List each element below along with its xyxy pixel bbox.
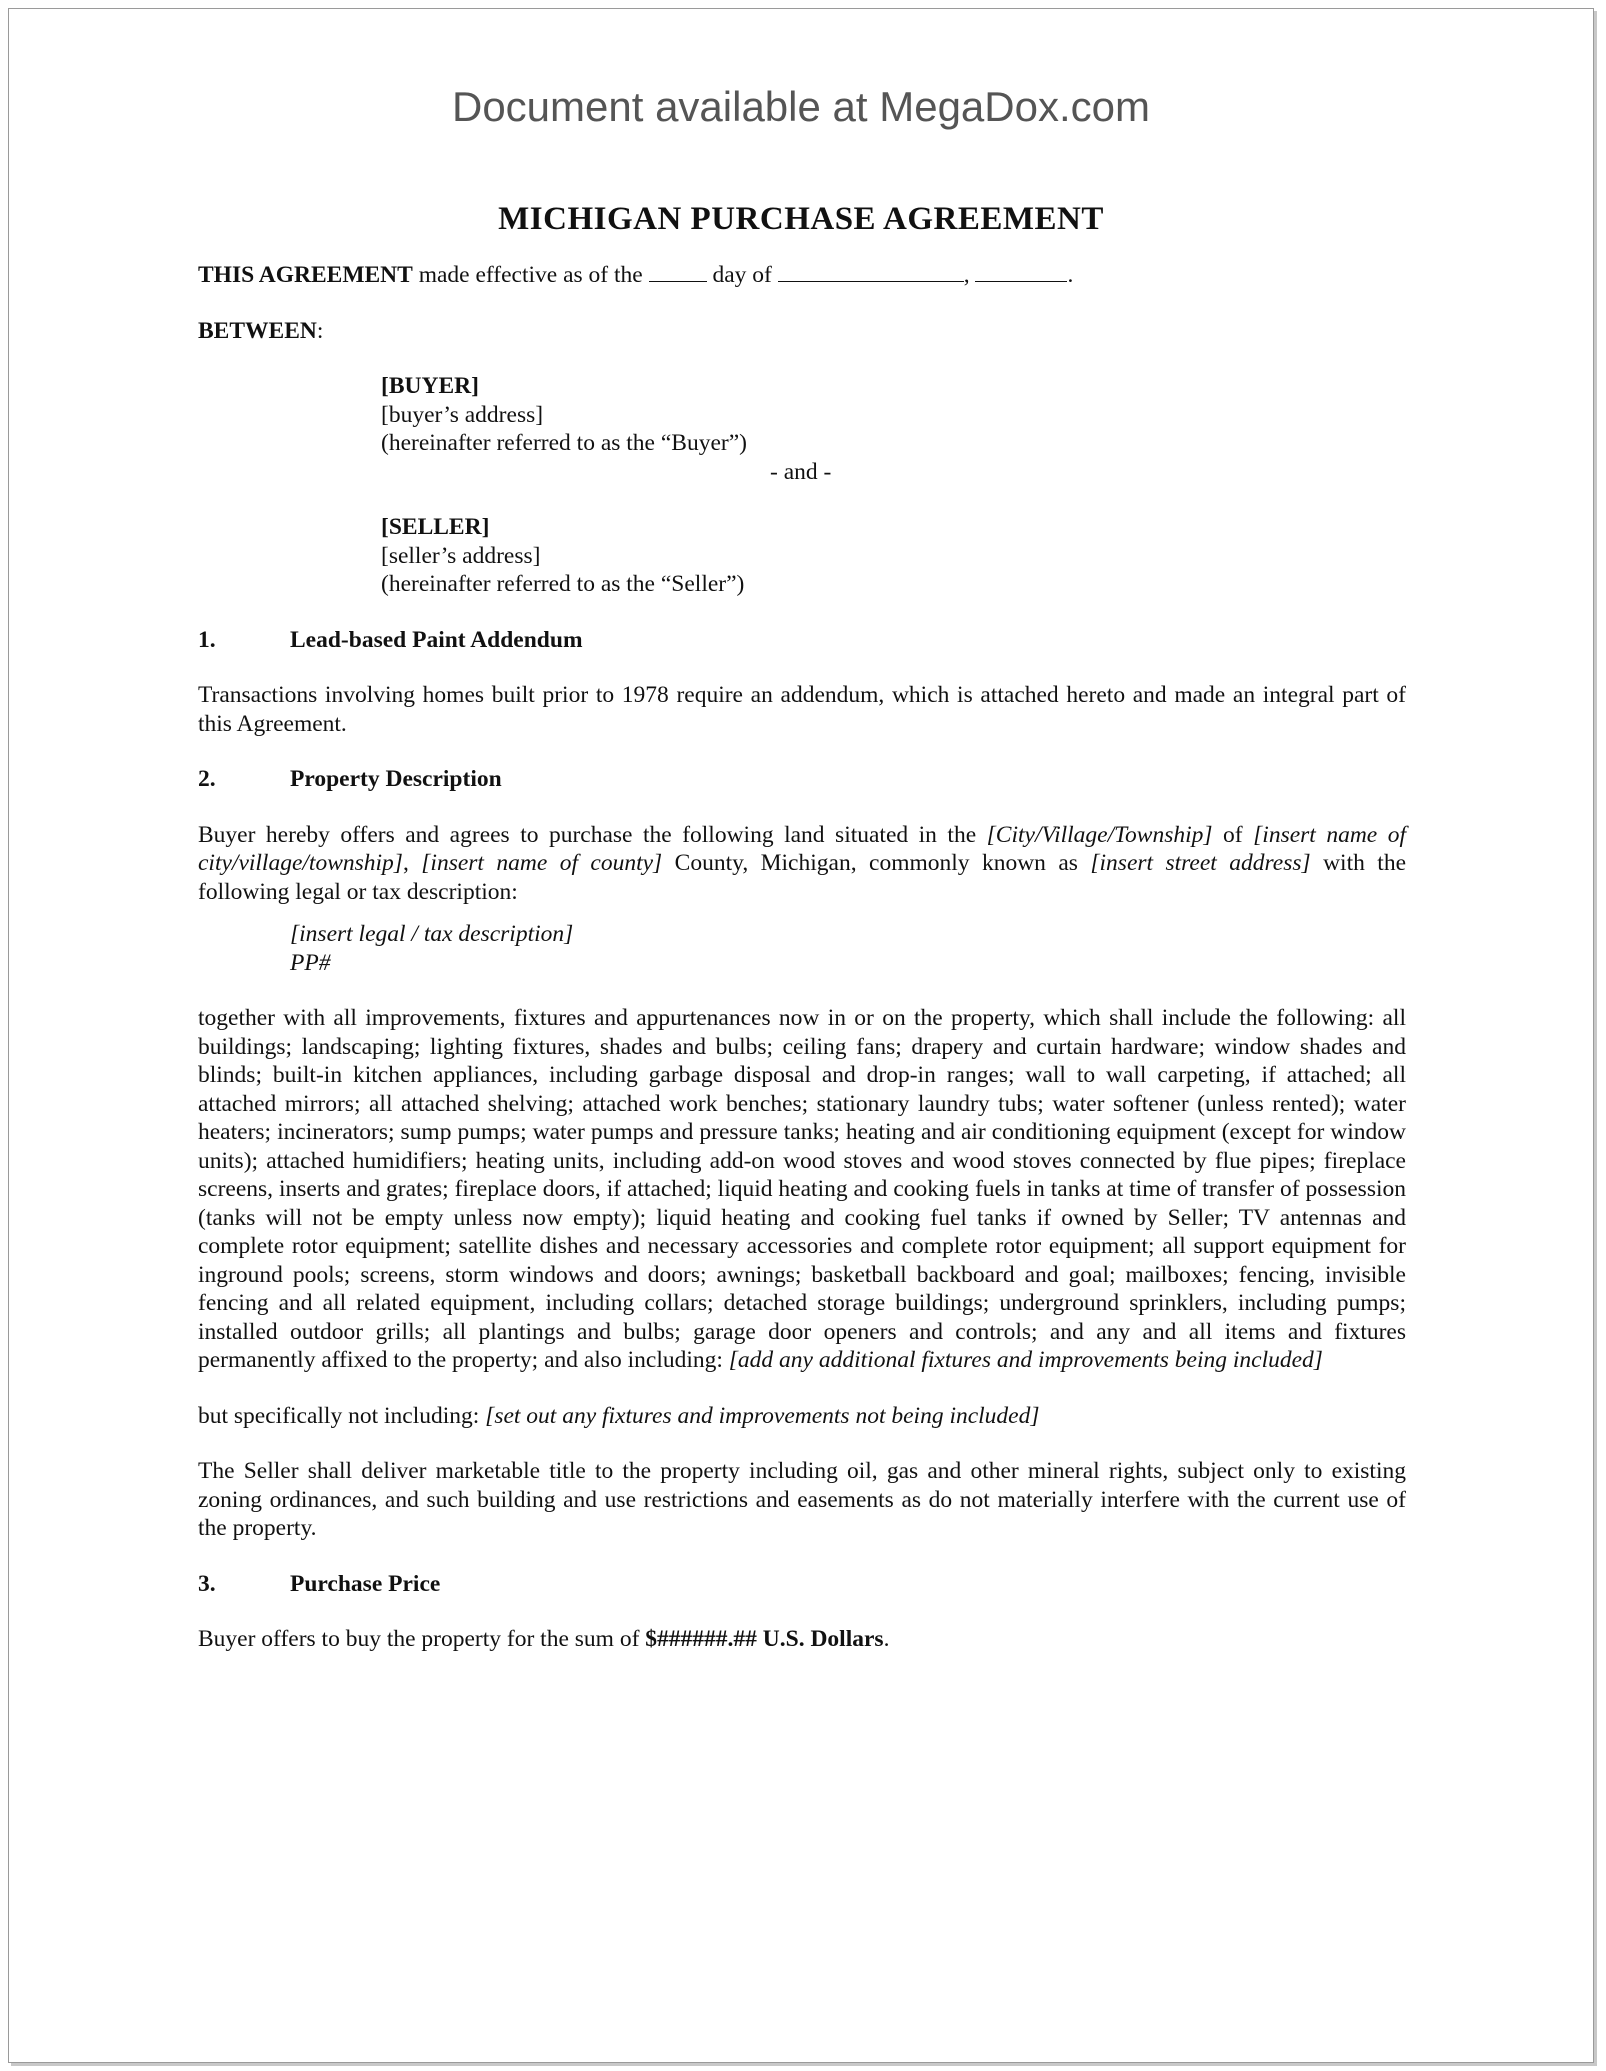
section-heading [198, 626, 1406, 655]
section-title: Purchase Price [290, 1570, 441, 1597]
text-run: Buyer offers to buy the property for the sum of [198, 1626, 646, 1652]
buyer-address: [buyer’s address] [381, 401, 544, 428]
section-number: 1. [198, 626, 216, 653]
price-paragraph [198, 1625, 1406, 1654]
placeholder-text: [add any additional fixtures and improvements being included] [728, 1347, 1323, 1373]
text-run: , [402, 850, 422, 876]
section-heading [198, 765, 1406, 794]
intro-line [198, 261, 1406, 290]
placeholder-text: [set out any fixtures and improvements not being included] [485, 1402, 1040, 1429]
section-title: Property Description [290, 766, 502, 792]
seller-ref: (hereinafter referred to as the “Seller”) [381, 571, 745, 597]
watermark: Document available at MegaDox.com [451, 83, 1150, 130]
intro-text: , [963, 262, 976, 288]
title-paragraph: The Seller shall deliver marketable title to the property including oil, gas and other mineral rights, subject only to existing zoning ordinances, and such building and use restrictions and easements as do not materially interfere with the current use of the property. [198, 1458, 1406, 1541]
text-run: Buyer hereby offers and agrees to purchase the following land situated in the [198, 821, 987, 848]
section-paragraph: Transactions involving homes built prior to 1978 require an addendum, which is attached hereto and made an integral part of this Agreement. [198, 682, 1406, 737]
placeholder-text: [insert street address] [1090, 850, 1311, 876]
between-label [198, 317, 1406, 346]
seller-name: [SELLER] [381, 514, 490, 540]
intro-text: made effective as of the [412, 262, 649, 288]
fixtures-paragraph [198, 1004, 1406, 1375]
day-blank[interactable] [649, 261, 707, 282]
text-run: . [883, 1626, 890, 1652]
month-blank[interactable] [778, 261, 964, 282]
between-colon: : [316, 317, 324, 344]
buyer-block [198, 372, 1406, 458]
text-run: together with all improvements, fixtures and appurtenances now in or on the property, which shall include the following: all buildings; landscaping; lighting fixtures, shades and bulbs; ceiling fans; drapery and curtain hardware; window shades and blinds; built-in kitchen appliances, including garbage disposal and drop-in ranges; wall to wall carpeting, if attached; all attached mirrors; all attached shelving; attached work benches; stationary laundry tubs; water softener (unless rented); water heaters; incinerators; sump pumps; water pumps and pressure tanks; heating and air conditioning equipment (except for window units); attached humidifiers; heating units, including add-on wood stoves and wood stoves connected by flue pipes; fireplace screens, inserts and grates; fireplace doors, if attached; liquid heating and cooking fuels in tanks at time of transfer of possession (tanks will not be empty unless now empty); liquid heating and cooking fuel tanks if owned by Seller; TV antennas and complete rotor equipment; satellite dishes and necessary accessories and complete rotor equipment; all support equipment for inground pools; screens, storm windows and doors; awnings; basketball backboard and goal; mailboxes; fencing, invisible fencing and all related equipment, including collars; detached storage buildings; underground sprinklers, including pumps; installed outdoor grills; all plantings and bulbs; garage door openers and controls; and any and all items and fixtures permanently affixed to the property; and also including: [198, 1005, 1406, 1373]
price-amount: $######.## U.S. Dollars [645, 1626, 884, 1652]
section-number: 3. [198, 1570, 216, 1597]
section-heading [198, 1570, 1406, 1599]
text-run: with the following legal or tax description: [198, 850, 1407, 905]
year-blank[interactable] [975, 261, 1067, 282]
placeholder-text: [City/Village/Township] [986, 821, 1213, 848]
seller-address: [seller’s address] [381, 542, 541, 569]
between-text: BETWEEN [198, 317, 317, 344]
and-separator: - and - [770, 458, 832, 485]
seller-block [198, 513, 1406, 599]
document-body [198, 261, 1406, 1654]
buyer-name: [BUYER] [381, 373, 479, 399]
intro-lead: THIS AGREEMENT [198, 262, 413, 288]
intro-text: day of [706, 262, 778, 288]
text-run: of [1212, 821, 1254, 848]
text-run: County, Michigan, commonly known as [662, 850, 1091, 876]
section-title: Lead-based Paint Addendum [290, 626, 583, 653]
property-paragraph [198, 821, 1406, 907]
placeholder-text: [insert name of county] [421, 850, 663, 876]
pp-number: PP# [290, 949, 331, 976]
legal-description-block [198, 920, 1406, 977]
exclusions-paragraph [198, 1402, 1406, 1431]
document-title: MICHIGAN PURCHASE AGREEMENT [498, 201, 1104, 237]
text-run: but specifically not including: [198, 1402, 486, 1429]
placeholder-text: [insert name of city/village/township] [198, 821, 1406, 876]
intro-text: . [1067, 262, 1074, 288]
document-page [8, 8, 1594, 2063]
legal-description: [insert legal / tax description] [290, 921, 574, 947]
section-number: 2. [198, 766, 216, 792]
buyer-ref: (hereinafter referred to as the “Buyer”) [381, 430, 747, 456]
